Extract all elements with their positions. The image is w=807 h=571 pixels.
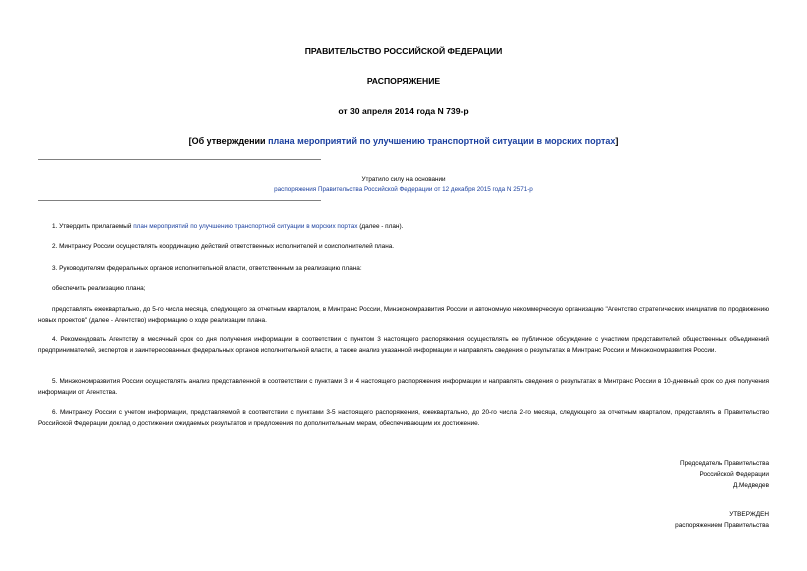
paragraph-4: 4. Рекомендовать Агентству в месячный срок со дня получения информации в соответствии с пунктом 3 настоящего распоряжения осуществлять ее публичное обсуждение с участием представителей общественных объединений предпринимателей, экспертов и заинтересованных федеральных органов исполнительной власти, а также анализ указанной информации и направлять сведения о результатах в Минтранс России и Минэкономразвития России.	[38, 336, 769, 354]
signature-title: Председатель Правительства	[680, 460, 769, 467]
document-type-heading: РАСПОРЯЖЕНИЕ	[366, 76, 441, 86]
plan-link[interactable]: план мероприятий по улучшению транспортной ситуации в морских портах	[133, 223, 358, 230]
title-close: ]	[615, 136, 619, 146]
invalidation-link[interactable]: распоряжения Правительства Российской Федерации от 12 декабря 2015 года N 2571-р	[274, 186, 533, 193]
paragraph-6: 6. Минтрансу России с учетом информации, представляемой в соответствии с пунктами 3-5 настоящего распоряжения, ежеквартально, до 20-го числа 2-го месяца, следующего за отчетным кварталом, представлять в Правительство Российской Федерации доклад о достижении ожидаемых результатов и предложения по дополнительным мерам, обеспечивающим их достижение.	[38, 409, 769, 427]
approved-by: распоряжением Правительства	[675, 522, 769, 529]
government-heading: ПРАВИТЕЛЬСТВО РОССИЙСКОЙ ФЕДЕРАЦИИ	[304, 46, 503, 56]
paragraph-3-item-2: представлять ежеквартально, до 5-го числа месяца, следующего за отчетным кварталом, в Минтранс России, Минэкономразвития России и автономную некоммерческую организацию "Агентство стратегических инициатив по продвижению новых проектов" (далее - Агентство) информацию о ходе реализации плана.	[38, 306, 769, 324]
divider-top	[38, 159, 321, 160]
paragraph-1-tail: (далее - план).	[357, 223, 404, 230]
signature-name: Д.Медведев	[732, 482, 769, 489]
date-number-heading: от 30 апреля 2014 года N 739-р	[338, 106, 469, 116]
signature-country: Российской Федерации	[699, 471, 769, 478]
paragraph-5: 5. Минэкономразвития России осуществлять анализ представленной в соответствии с пунктами 3 и 4 настоящего распоряжения информации и направлять сведения о результатах в Минтранс России в 10-дневный срок со дня получения информации от Агентства.	[38, 378, 769, 396]
title-open: [Об утверждении	[188, 136, 269, 146]
invalidation-note: Утратило силу на основании	[361, 176, 446, 183]
paragraph-1-text: 1. Утвердить прилагаемый	[52, 223, 134, 230]
paragraph-2: 2. Минтрансу России осуществлять координацию действий ответственных исполнителей и соисполнителей плана.	[52, 243, 395, 250]
title-plan-link[interactable]: плана мероприятий по улучшению транспортной ситуации в морских портах	[268, 136, 616, 146]
divider-bottom	[38, 200, 321, 201]
approved-heading: УТВЕРЖДЕН	[729, 511, 769, 518]
paragraph-1	[38, 222, 769, 233]
paragraph-3-item-1: обеспечить реализацию плана;	[52, 285, 146, 292]
document-title	[0, 136, 807, 146]
paragraph-3: 3. Руководителям федеральных органов исполнительной власти, ответственным за реализацию плана:	[52, 265, 362, 272]
